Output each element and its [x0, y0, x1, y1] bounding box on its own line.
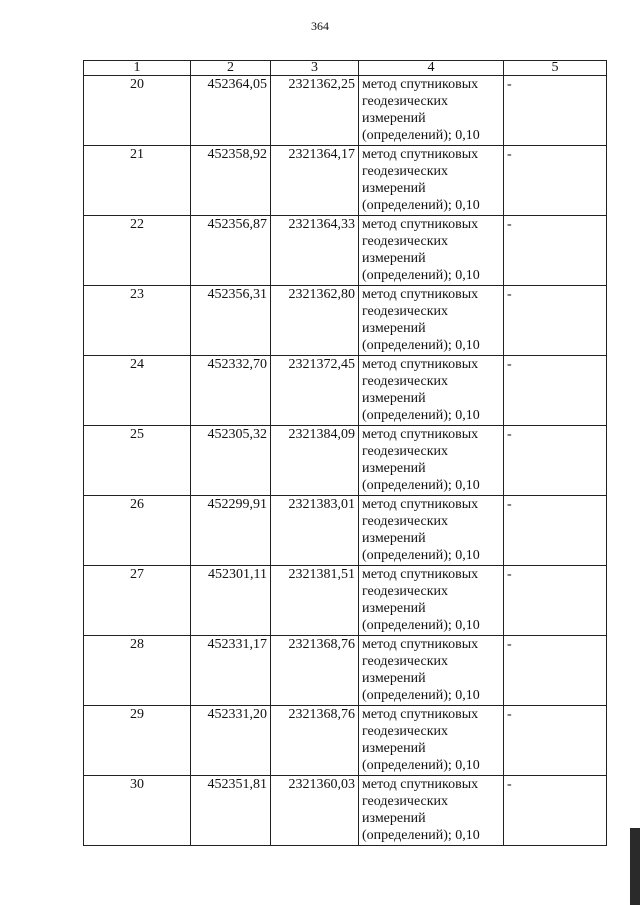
note-cell: - — [504, 76, 607, 146]
method-cell: метод спутниковых геодезических измерений (определений); 0,10 — [359, 776, 504, 846]
point-number-cell: 22 — [84, 216, 191, 286]
point-number-cell: 23 — [84, 286, 191, 356]
table-row — [84, 636, 607, 706]
table-row — [84, 356, 607, 426]
y-coordinate-cell: 2321372,45 — [271, 356, 359, 426]
table-row — [84, 286, 607, 356]
x-coordinate-cell: 452305,32 — [191, 426, 271, 496]
table-row — [84, 426, 607, 496]
header-col-4: 4 — [359, 61, 504, 76]
method-cell: метод спутниковых геодезических измерений (определений); 0,10 — [359, 146, 504, 216]
table-header-row — [84, 61, 607, 76]
x-coordinate-cell: 452364,05 — [191, 76, 271, 146]
table-row — [84, 706, 607, 776]
note-cell: - — [504, 216, 607, 286]
method-cell: метод спутниковых геодезических измерений (определений); 0,10 — [359, 356, 504, 426]
method-cell: метод спутниковых геодезических измерений (определений); 0,10 — [359, 496, 504, 566]
scan-edge-shadow — [630, 828, 640, 905]
note-cell: - — [504, 356, 607, 426]
x-coordinate-cell: 452301,11 — [191, 566, 271, 636]
point-number-cell: 30 — [84, 776, 191, 846]
point-number-cell: 24 — [84, 356, 191, 426]
point-number-cell: 21 — [84, 146, 191, 216]
point-number-cell: 29 — [84, 706, 191, 776]
x-coordinate-cell: 452331,17 — [191, 636, 271, 706]
x-coordinate-cell: 452356,87 — [191, 216, 271, 286]
table-body — [84, 76, 607, 846]
point-number-cell: 28 — [84, 636, 191, 706]
note-cell: - — [504, 636, 607, 706]
x-coordinate-cell: 452358,92 — [191, 146, 271, 216]
method-cell: метод спутниковых геодезических измерений (определений); 0,10 — [359, 706, 504, 776]
method-cell: метод спутниковых геодезических измерений (определений); 0,10 — [359, 426, 504, 496]
note-cell: - — [504, 706, 607, 776]
note-cell: - — [504, 146, 607, 216]
table-row — [84, 566, 607, 636]
y-coordinate-cell: 2321364,33 — [271, 216, 359, 286]
point-number-cell: 27 — [84, 566, 191, 636]
method-cell: метод спутниковых геодезических измерений (определений); 0,10 — [359, 566, 504, 636]
header-col-2: 2 — [191, 61, 271, 76]
table-row — [84, 776, 607, 846]
table-row — [84, 76, 607, 146]
method-cell: метод спутниковых геодезических измерений (определений); 0,10 — [359, 286, 504, 356]
y-coordinate-cell: 2321381,51 — [271, 566, 359, 636]
point-number-cell: 20 — [84, 76, 191, 146]
note-cell: - — [504, 776, 607, 846]
x-coordinate-cell: 452356,31 — [191, 286, 271, 356]
y-coordinate-cell: 2321368,76 — [271, 636, 359, 706]
point-number-cell: 25 — [84, 426, 191, 496]
y-coordinate-cell: 2321368,76 — [271, 706, 359, 776]
y-coordinate-cell: 2321384,09 — [271, 426, 359, 496]
header-col-5: 5 — [504, 61, 607, 76]
table-row — [84, 496, 607, 566]
note-cell: - — [504, 286, 607, 356]
method-cell: метод спутниковых геодезических измерений (определений); 0,10 — [359, 216, 504, 286]
page-number: 364 — [311, 19, 329, 33]
note-cell: - — [504, 426, 607, 496]
header-col-1: 1 — [84, 61, 191, 76]
note-cell: - — [504, 496, 607, 566]
x-coordinate-cell: 452299,91 — [191, 496, 271, 566]
y-coordinate-cell: 2321364,17 — [271, 146, 359, 216]
x-coordinate-cell: 452351,81 — [191, 776, 271, 846]
table-row — [84, 146, 607, 216]
header-col-3: 3 — [271, 61, 359, 76]
y-coordinate-cell: 2321362,80 — [271, 286, 359, 356]
coordinates-table — [83, 60, 607, 846]
point-number-cell: 26 — [84, 496, 191, 566]
y-coordinate-cell: 2321362,25 — [271, 76, 359, 146]
x-coordinate-cell: 452332,70 — [191, 356, 271, 426]
table-row — [84, 216, 607, 286]
method-cell: метод спутниковых геодезических измерений (определений); 0,10 — [359, 636, 504, 706]
method-cell: метод спутниковых геодезических измерений (определений); 0,10 — [359, 76, 504, 146]
x-coordinate-cell: 452331,20 — [191, 706, 271, 776]
y-coordinate-cell: 2321383,01 — [271, 496, 359, 566]
y-coordinate-cell: 2321360,03 — [271, 776, 359, 846]
note-cell: - — [504, 566, 607, 636]
